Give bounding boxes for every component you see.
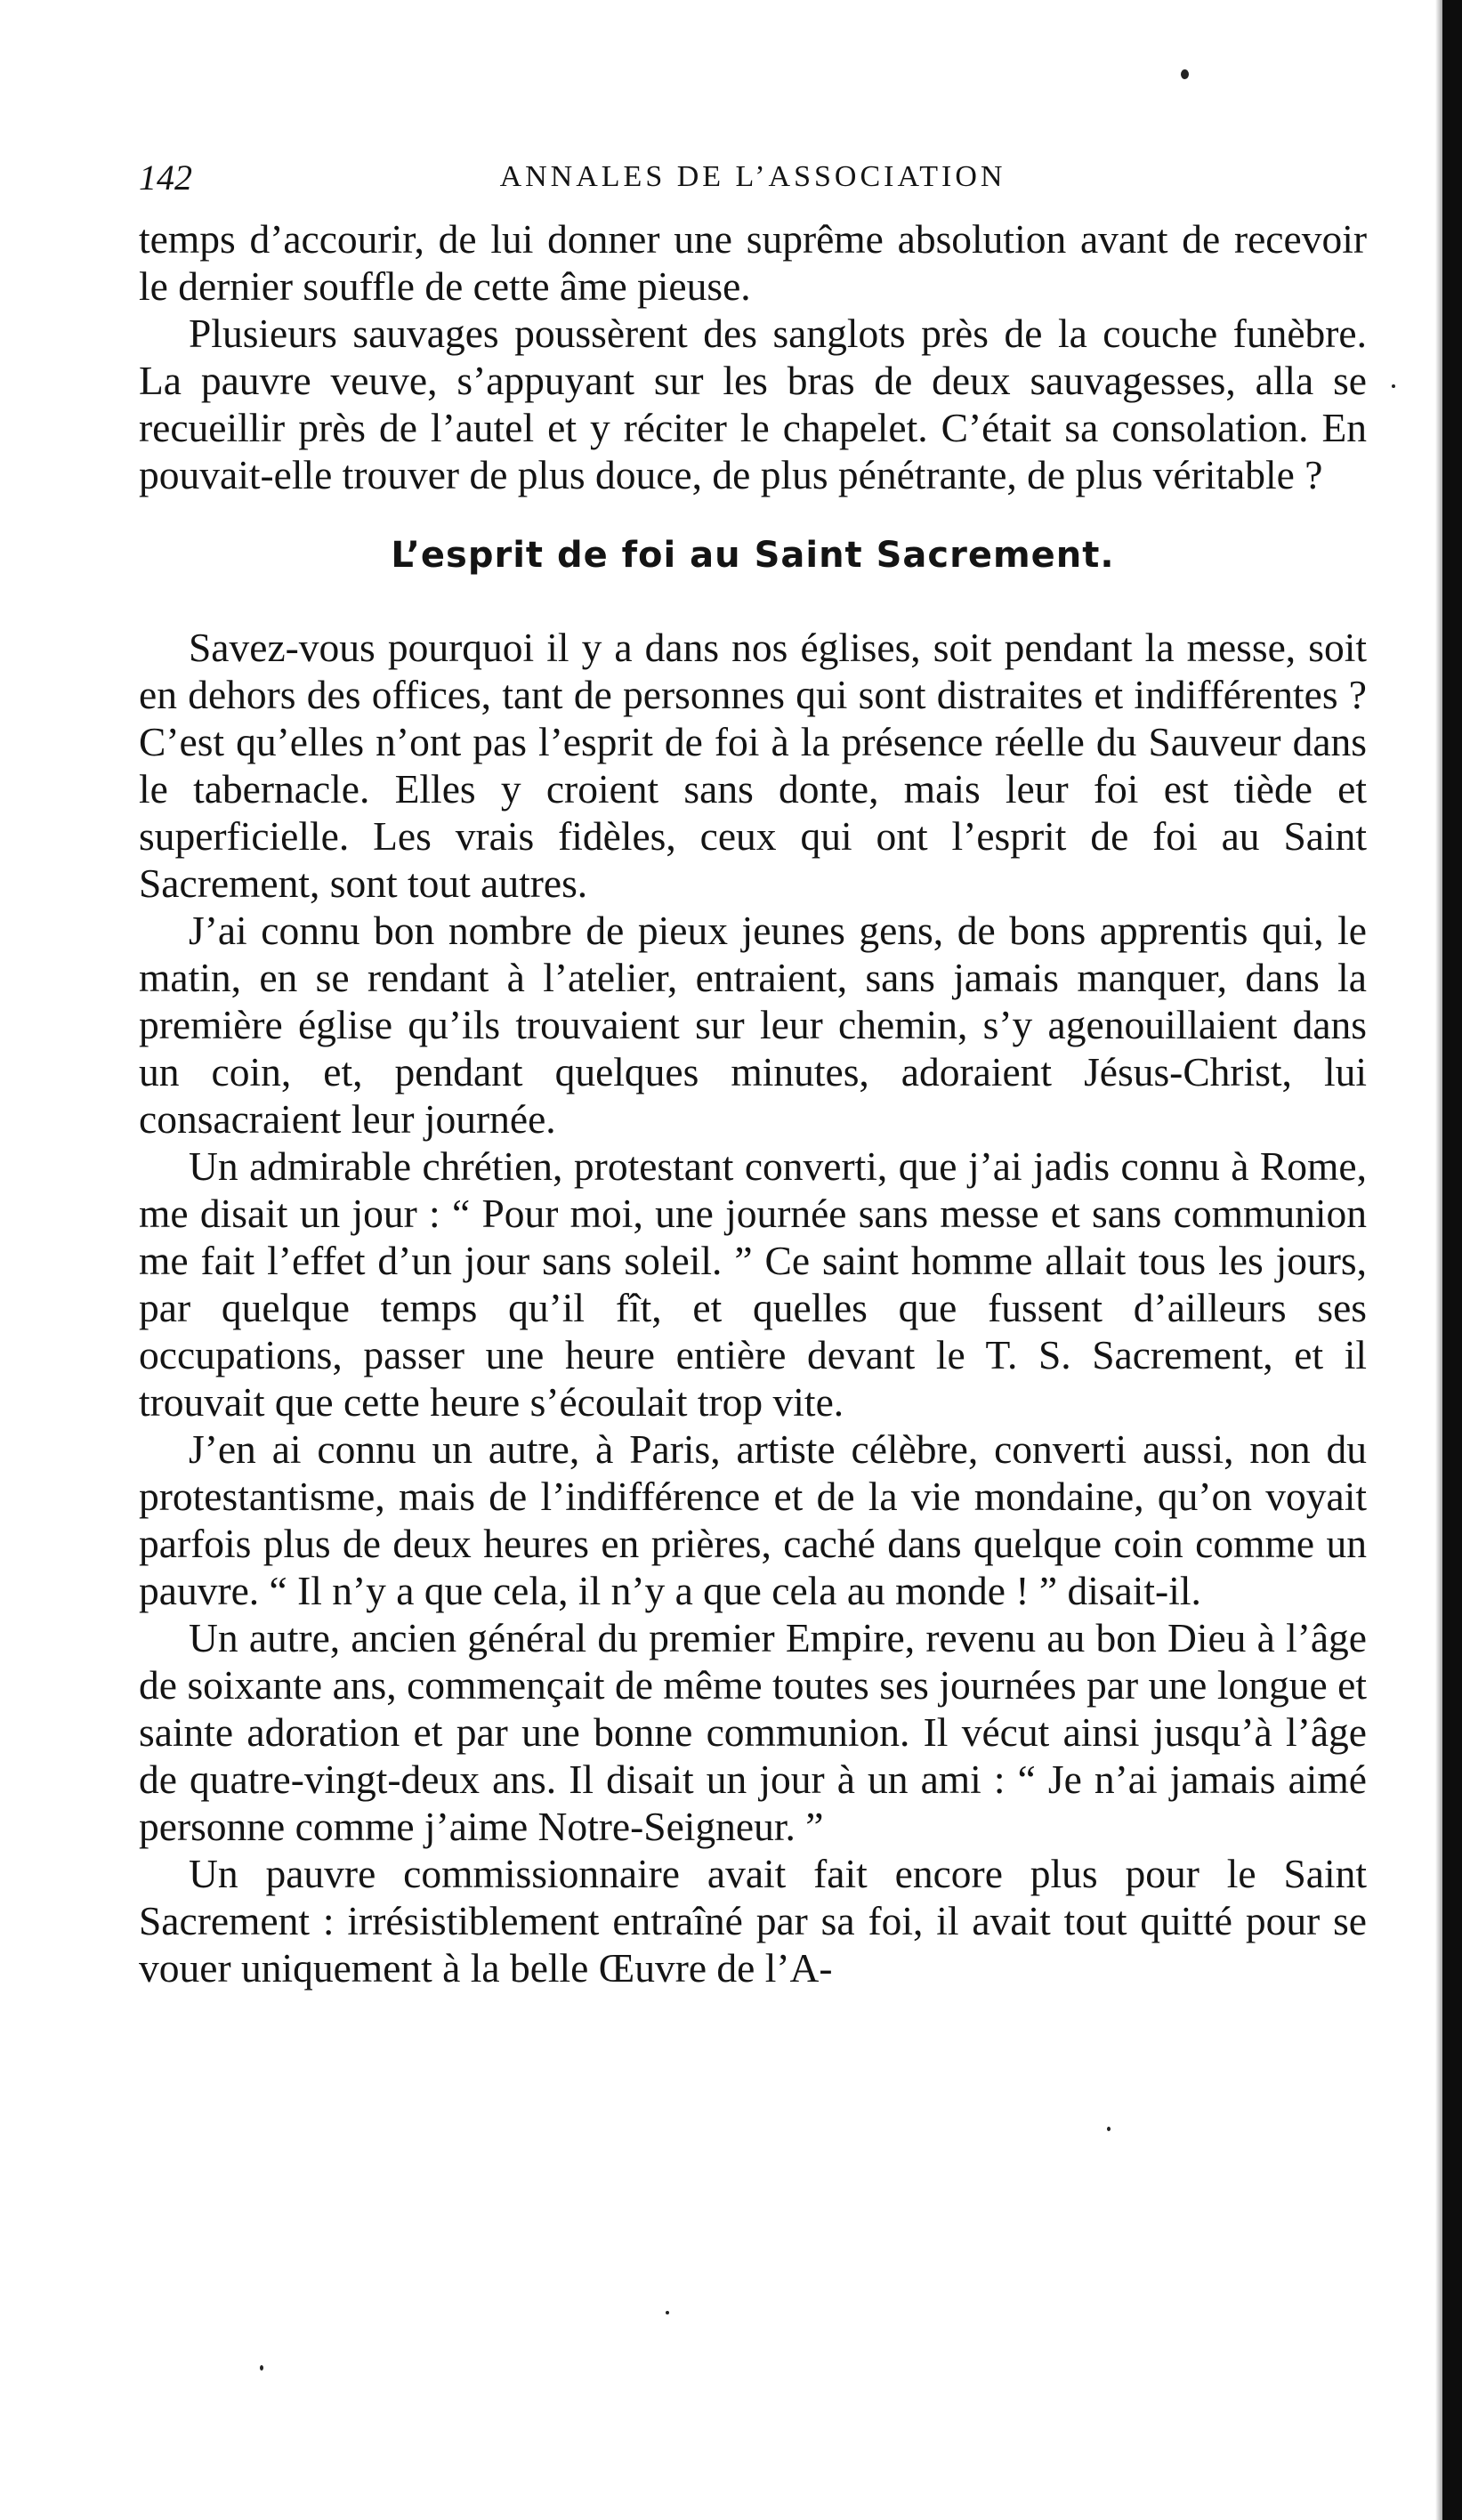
page-header	[139, 157, 1367, 201]
ink-speck	[260, 2365, 263, 2371]
paragraph: J’en ai connu un autre, à Paris, artiste célèbre, converti aussi, non du protestantisme, mais de l’indifférence et de la vie mondaine, qu’on voyait parfois plus de deux heures en prières, caché dans quelque coin comme un pauvre. “ Il n’y a que cela, il n’y a que cela au monde ! ” disait-il.	[139, 1426, 1367, 1613]
binding-edge	[1442, 0, 1462, 2520]
binding-shadow	[1435, 0, 1442, 2520]
paragraph: Un pauvre commissionnaire avait fait encore plus pour le Saint Sacrement : irrésistiblement entraîné par sa foi, il avait tout quitté pour se vouer uniquement à la belle Œuvre de l’A-	[139, 1851, 1367, 1991]
ink-speck	[1181, 69, 1189, 79]
paragraph: temps d’accourir, de lui donner une suprême absolution avant de recevoir le dernier souffle de cette âme pieuse.	[139, 216, 1367, 309]
paragraph: Un autre, ancien général du premier Empire, revenu au bon Dieu à l’âge de soixante ans, commençait de même toutes ses journées par une longue et sainte adoration et par une bonne communion. Il vécut ainsi jusqu’à l’âge de quatre-vingt-deux ans. Il disait un jour à un ami : “ Je n’ai jamais aimé personne comme j’aime Notre-Seigneur. ”	[139, 1615, 1367, 1849]
body-text	[139, 215, 1367, 1991]
ink-speck	[1392, 384, 1395, 388]
paragraph: Un admirable chrétien, protestant converti, que j’ai jadis connu à Rome, me disait un jour : “ Pour moi, une journée sans messe et sans communion me fait l’effet d’un jour sans soleil. ” Ce saint homme allait tous les jours, par quelque temps qu’il fît, et quelles que fussent d’ailleurs ses occupations, passer une heure entière devant le T. S. Sacrement, et il trouvait que cette heure s’écoulait trop vite.	[139, 1143, 1367, 1425]
paragraph: J’ai connu bon nombre de pieux jeunes gens, de bons apprentis qui, le matin, en se rendant à l’atelier, entraient, sans jamais manquer, dans la première église qu’ils trouvaient sur leur chemin, s’y agenouillaient dans un coin, et, pendant quelques minutes, adoraient Jésus-Christ, lui consacraient leur journée.	[139, 908, 1367, 1142]
paragraph: Plusieurs sauvages poussèrent des sanglots près de la couche funèbre. La pauvre veuve, s’appuyant sur les bras de deux sauvagesses, alla se recueillir près de l’autel et y réciter le chapelet. C’était sa consolation. En pouvait-elle trouver de plus douce, de plus pénétrante, de plus véritable ?	[139, 311, 1367, 497]
running-title: ANNALES DE L’ASSOCIATION	[499, 160, 1006, 193]
paragraph: Savez-vous pourquoi il y a dans nos églises, soit pendant la messe, soit en dehors des offices, tant de personnes qui sont distraites et indifférentes ? C’est qu’elles n’ont pas l’esprit de foi à la présence réelle du Sauveur dans le tabernacle. Elles y croient sans donte, mais leur foi est tiède et superficielle. Les vrais fidèles, ceux qui ont l’esprit de foi au Saint Sacrement, sont tout autres.	[139, 625, 1367, 906]
section-title: L’esprit de foi au Saint Sacrement.	[391, 535, 1115, 576]
page-number: 142	[139, 158, 192, 198]
ink-speck	[1107, 2127, 1111, 2131]
ink-speck	[666, 2311, 669, 2314]
